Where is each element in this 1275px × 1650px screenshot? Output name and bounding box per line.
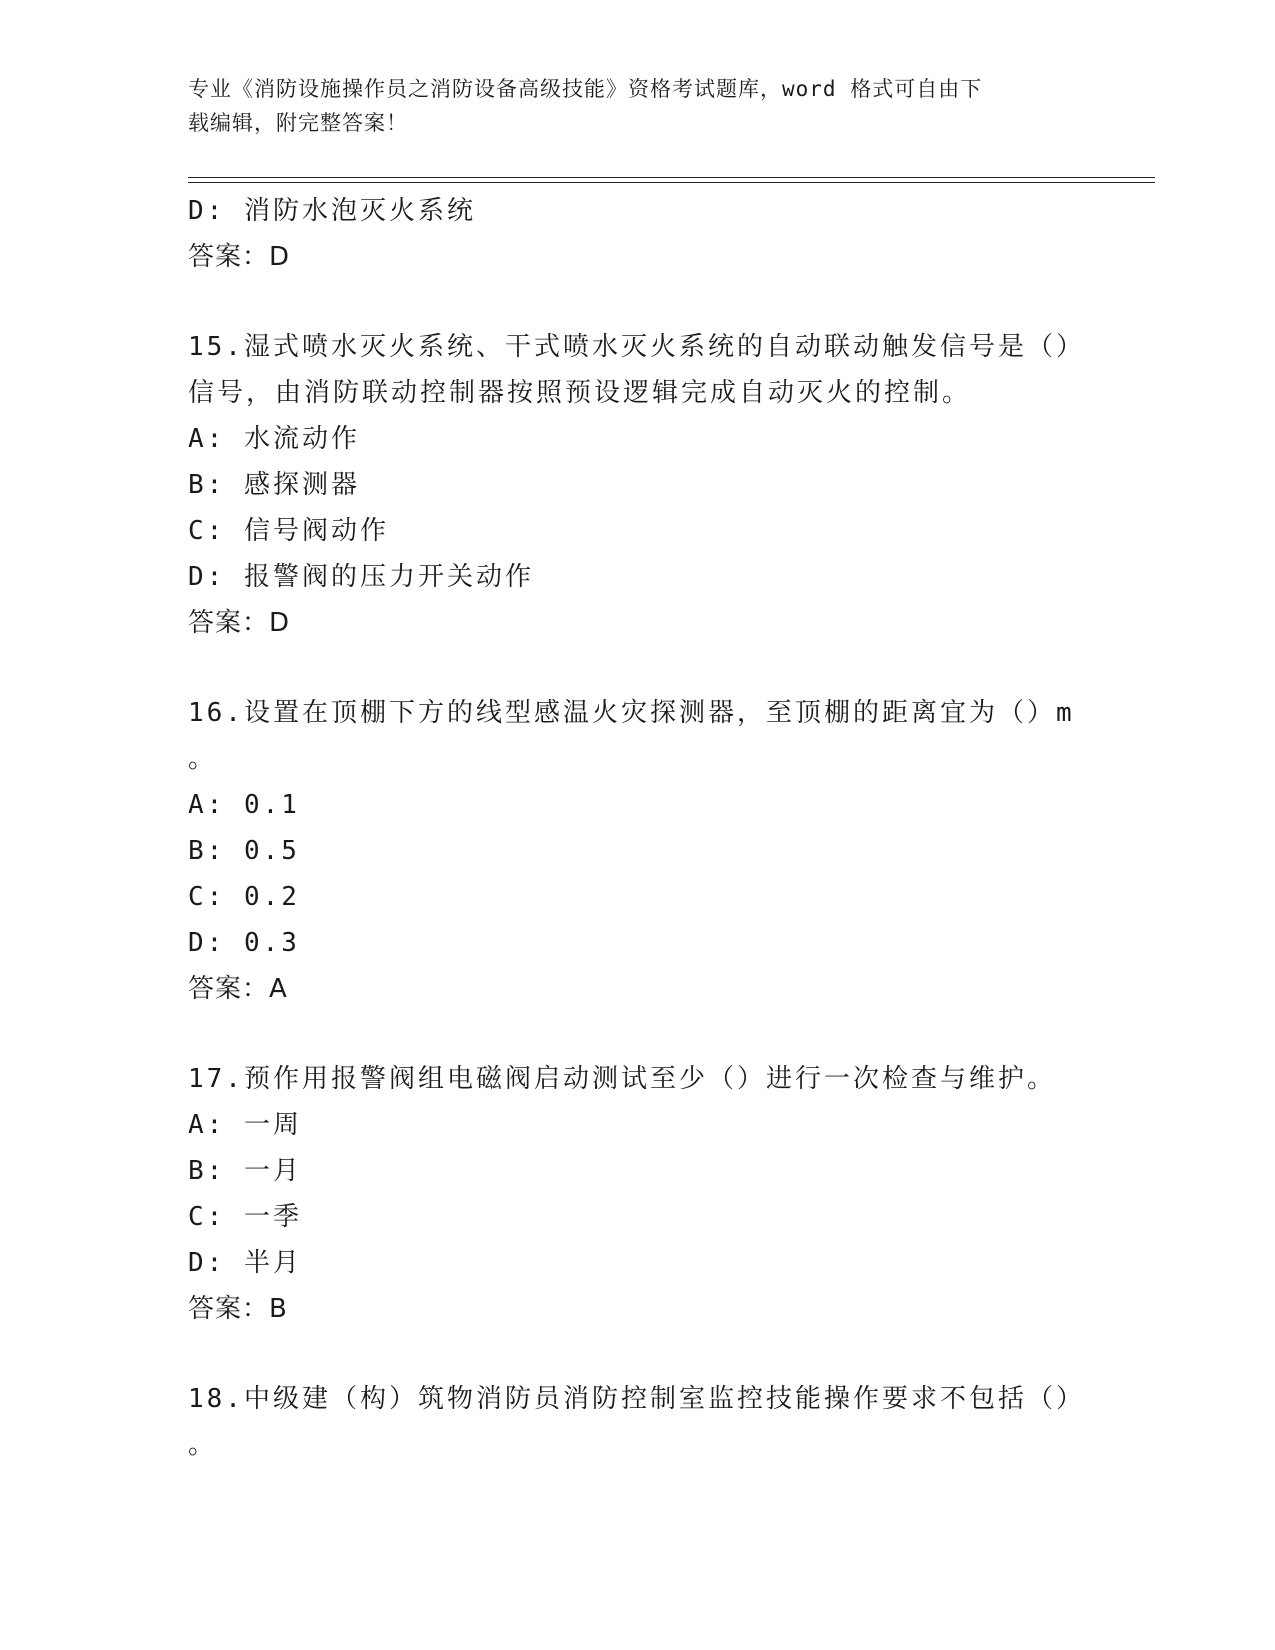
- q17-answer: 答案：B: [188, 1294, 288, 1324]
- q15-option-c: C: 信号阀动作: [188, 516, 389, 546]
- q16-option-b: B: 0.5: [188, 836, 300, 866]
- q16-stem-line-1: 16.设置在顶棚下方的线型感温火灾探测器，至顶棚的距离宜为（）m: [188, 698, 1075, 728]
- spacer: [188, 1332, 1088, 1376]
- q16-answer: 答案：A: [188, 974, 288, 1004]
- q16-option-d: D: 0.3: [188, 928, 300, 958]
- spacer: [188, 1012, 1088, 1056]
- page-header: [188, 72, 1068, 140]
- header-line-2: 载编辑，附完整答案！: [188, 111, 408, 135]
- spacer: [188, 280, 1088, 324]
- q15-stem-line-2: 信号，由消防联动控制器按照预设逻辑完成自动灭火的控制。: [188, 378, 972, 408]
- q15-option-b: B: 感探测器: [188, 470, 360, 500]
- prev-answer: 答案：D: [188, 242, 291, 272]
- q18-stem-line-1: 18.中级建（构）筑物消防员消防控制室监控技能操作要求不包括（）: [188, 1384, 1085, 1414]
- spacer: [188, 646, 1088, 690]
- q17-option-c: C: 一季: [188, 1202, 302, 1232]
- q15-stem-line-1: 15.湿式喷水灭火系统、干式喷水灭火系统的自动联动触发信号是（）: [188, 332, 1085, 362]
- q17-stem-line-1: 17.预作用报警阀组电磁阀启动测试至少（）进行一次检查与维护。: [188, 1064, 1056, 1094]
- q16-option-a: A: 0.1: [188, 790, 300, 820]
- header-divider-bottom: [188, 182, 1155, 183]
- prev-option-d: D: 消防水泡灭火系统: [188, 196, 476, 226]
- header-divider-top: [188, 177, 1155, 178]
- q15-answer: 答案：D: [188, 608, 291, 638]
- q17-option-b: B: 一月: [188, 1156, 302, 1186]
- question-body: [188, 188, 1088, 1468]
- q17-option-d: D: 半月: [188, 1248, 302, 1278]
- q18-stem-line-2: 。: [188, 1430, 218, 1460]
- q15-option-d: D: 报警阀的压力开关动作: [188, 562, 534, 592]
- q17-option-a: A: 一周: [188, 1110, 302, 1140]
- q16-option-c: C: 0.2: [188, 882, 300, 912]
- q16-stem-line-2: 。: [188, 744, 218, 774]
- q15-option-a: A: 水流动作: [188, 424, 360, 454]
- header-line-1: 专业《消防设施操作员之消防设备高级技能》资格考试题库，word 格式可自由下: [188, 77, 983, 101]
